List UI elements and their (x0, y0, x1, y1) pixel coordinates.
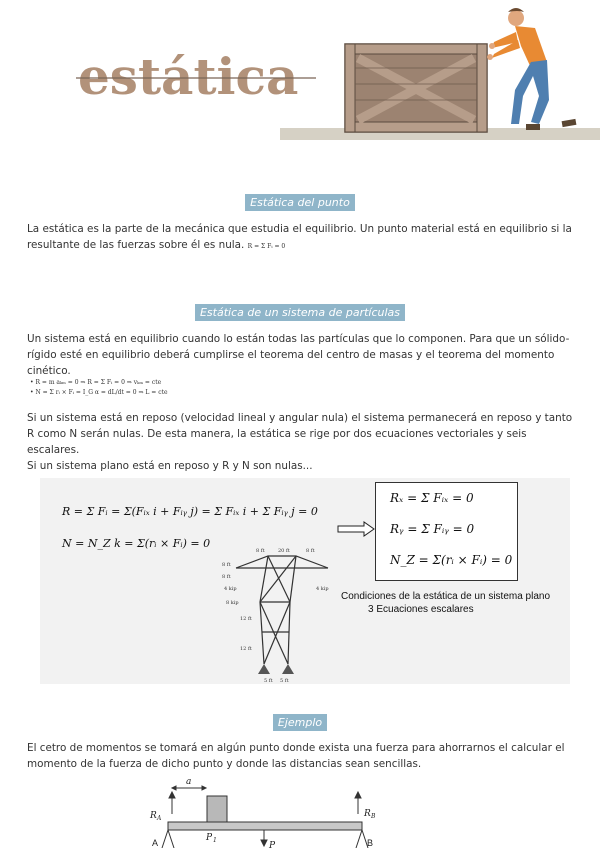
paragraph-punto: La estática es la parte de la mecánica que estudia el equilibrio. Un punto material está en equilibrio si la resultante de las fuerzas sobre él es nula. R = Σ Fᵢ = 0 (27, 223, 572, 251)
header-banner (0, 0, 600, 160)
scalar-equation: Rᵧ = Σ Fᵢᵧ = 0 (390, 522, 475, 536)
wooden-crate (345, 44, 487, 132)
formula-bullet: • N = Σ rᵢ × Fᵢ = I_G α = dL/dt = 0 ⇒ L = cte (30, 389, 168, 396)
formula-bullet: • R = m aₖₘ = 0 ⇒ R = Σ Fᵢ = 0 ⇒ vₖₘ = cte (30, 379, 162, 386)
section-heading-ejemplo: Ejemplo (0, 711, 600, 730)
svg-text:B: B (371, 813, 376, 820)
svg-text:4 kip: 4 kip (224, 586, 237, 592)
svg-text:1: 1 (213, 837, 217, 844)
svg-text:A: A (152, 838, 159, 848)
figure-caption-sub: 3 Ecuaciones escalares (368, 604, 474, 615)
block-load (207, 796, 227, 823)
svg-text:B: B (367, 838, 374, 848)
svg-text:8 ft: 8 ft (306, 548, 315, 554)
svg-text:a: a (186, 778, 192, 787)
man-pushing-figure (487, 8, 576, 130)
scalar-equations-box (375, 482, 518, 581)
svg-text:8 ft: 8 ft (256, 548, 265, 554)
svg-text:A: A (157, 815, 162, 822)
beam-diagram (148, 778, 408, 848)
svg-text:12 ft: 12 ft (240, 616, 252, 622)
section-heading-punto: Estática del punto (0, 191, 600, 210)
paragraph-ejemplo: El cetro de momentos se tomará en algún punto donde exista una fuerza para ahorrarnos el calcular el momento de la fuerza de dicho punto y donde las distancias sean sencillas. (27, 742, 565, 770)
svg-text:R: R (150, 811, 157, 821)
svg-text:5 ft: 5 ft (280, 678, 289, 684)
beam-bar (168, 822, 362, 830)
scalar-equation: N_Z = Σ(rᵢ × Fᵢ) = 0 (390, 553, 513, 567)
banner-title (76, 48, 336, 108)
formula-bullets (30, 379, 430, 399)
svg-text:12 ft: 12 ft (240, 646, 252, 652)
figure-caption: Condiciones de la estática de un sistema plano (341, 591, 551, 602)
svg-text:R: R (364, 809, 371, 819)
svg-text:8 kip: 8 kip (226, 600, 239, 606)
svg-text:P: P (206, 833, 213, 843)
scalar-equation: Rₓ = Σ Fᵢₓ = 0 (390, 491, 474, 505)
paragraph-sistema-plano: Si un sistema plano está en reposo y R y N son nulas... (27, 460, 313, 472)
implies-arrow-icon (336, 521, 376, 537)
equation-moment: N = N_Z k = Σ(rᵢ × Fᵢ) = 0 (62, 537, 211, 550)
svg-text:8 ft: 8 ft (222, 562, 231, 568)
equation-resultant: R = Σ Fᵢ = Σ(Fᵢₓ i + Fᵢᵧ j) = Σ Fᵢₓ i + Σ Fᵢᵧ j = 0 (62, 505, 318, 518)
svg-text:5 ft: 5 ft (264, 678, 273, 684)
svg-text:estática: estática (78, 48, 299, 106)
section-heading-particulas: Estática de un sistema de partículas (0, 301, 600, 320)
svg-text:20 ft: 20 ft (278, 548, 290, 554)
truss-diagram (216, 546, 336, 686)
paragraph-particulas-reposo: Si un sistema está en reposo (velocidad lineal y angular nula) el sistema permanecerá en reposo y tanto R como N serán nulas. De esta manera, la estática se rige por dos ecuaciones vectoriales y seis escalares. (27, 412, 573, 456)
svg-text:P: P (269, 841, 276, 848)
svg-text:4 kip: 4 kip (316, 586, 329, 592)
svg-text:8 ft: 8 ft (222, 574, 231, 580)
paragraph-particulas-intro: Un sistema está en equilibrio cuando lo están todas las partículas que lo componen. Para que un sólido-rígido esté en equilibrio deberá cumplirse el teorema del centro de masas y el teorema del momento cinético. (27, 333, 570, 377)
inline-formula: R = Σ Fᵢ = 0 (247, 243, 286, 250)
